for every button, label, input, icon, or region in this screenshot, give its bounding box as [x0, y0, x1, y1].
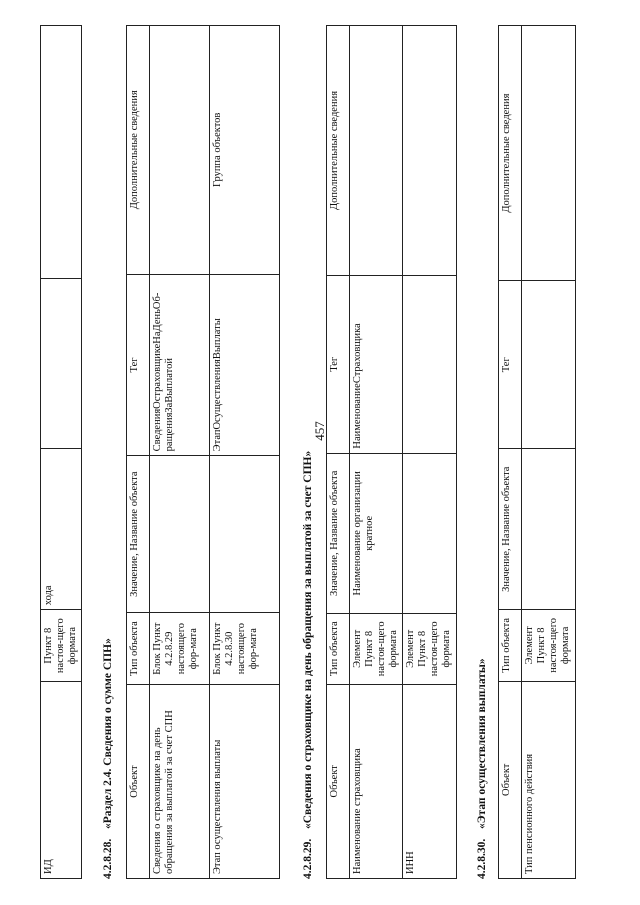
- cell-type: Элемент Пункт 8 настоя-щего формата: [403, 613, 457, 684]
- cell-extra: Группа объектов: [210, 26, 280, 275]
- cell-object: Этап осуществления выплаты: [210, 685, 280, 879]
- rotated-page: [0, 25, 640, 905]
- cell-extra: [403, 26, 457, 276]
- cell-value: [522, 449, 576, 610]
- column-header: Значение, Название объекта: [499, 449, 522, 610]
- cell-tag: НаименованиеСтраховщика: [350, 275, 403, 453]
- section-title: «Сведения о страховщике на день обращения за выплатой за счет СПН»: [302, 450, 314, 829]
- column-header: Тип объекта: [127, 613, 150, 685]
- cell-type: Блок Пункт 4.2.8.30 настоящего фор-мата: [210, 613, 280, 685]
- cell-extra: [41, 26, 82, 279]
- column-header: Дополнительные сведения: [127, 26, 150, 275]
- cell-extra: [350, 26, 403, 276]
- cell-tag: [403, 275, 457, 453]
- cell-object: ИНН: [403, 684, 457, 878]
- column-header: Значение, Название объекта: [327, 453, 350, 613]
- column-header: Дополнительные сведения: [327, 26, 350, 276]
- cell-tag: ЭтапОсуществленияВыплаты: [210, 274, 280, 456]
- section-title: «Раздел 2.4. Сведения о сумме СПН»: [102, 638, 114, 829]
- data-table: [126, 25, 280, 879]
- column-header: Объект: [327, 684, 350, 878]
- continuation-table: [40, 25, 82, 879]
- cell-object: Наименование страховщика: [350, 684, 403, 878]
- table-row: [522, 26, 576, 879]
- cell-type: Элемент Пункт 8 настоя-щего формата: [350, 613, 403, 684]
- cell-extra: [522, 26, 576, 281]
- section-heading: [302, 451, 314, 879]
- section-number: 4.2.8.28.: [102, 838, 114, 879]
- cell-tag: [41, 278, 82, 448]
- cell-tag: СведенияОстраховщикеНаДеньОб-ращенияЗаВыплатой: [150, 274, 210, 456]
- cell-type: Блок Пункт 4.2.8.29 настоящего фор-мата: [150, 613, 210, 685]
- data-table: [498, 25, 576, 879]
- section-title: «Этап осуществления выплаты»: [476, 658, 488, 829]
- cell-value: [150, 456, 210, 613]
- table-row: [350, 26, 403, 879]
- column-header: Объект: [499, 681, 522, 878]
- cell-type: Элемент Пункт 8 настоя-щего формата: [522, 610, 576, 681]
- column-header: Тип объекта: [499, 610, 522, 681]
- table-header-row: [327, 26, 350, 879]
- column-header: Тег: [499, 281, 522, 449]
- column-header: Дополнительные сведения: [499, 26, 522, 281]
- cell-id: ИД: [41, 682, 82, 879]
- table-header-row: [499, 26, 522, 879]
- column-header: Значение, Название объекта: [127, 456, 150, 613]
- table-row: [403, 26, 457, 879]
- section-number: 4.2.8.30.: [476, 838, 488, 879]
- cell-value: [403, 453, 457, 613]
- table-header-row: [127, 26, 150, 879]
- cell-value: Наименование организации кратное: [350, 453, 403, 613]
- cell-extra: [150, 26, 210, 275]
- section-number: 4.2.8.29.: [302, 838, 314, 879]
- cell-tag: [522, 281, 576, 449]
- cell-type: Пункт 8 настоя-щего формата: [41, 610, 82, 682]
- table-row: [41, 26, 82, 879]
- section-heading: [476, 658, 488, 879]
- table-row: [210, 26, 280, 879]
- column-header: Объект: [127, 685, 150, 879]
- data-table: [326, 25, 457, 879]
- column-header: Тег: [127, 274, 150, 456]
- column-header: Тег: [327, 275, 350, 453]
- page-number: 457: [312, 421, 327, 441]
- section-heading: [102, 638, 114, 879]
- table-row: [150, 26, 210, 879]
- cell-value: [210, 456, 280, 613]
- cell-value: хода: [41, 448, 82, 609]
- cell-object: Сведения о страховщике на день обращения за выплатой за счет СПН: [150, 685, 210, 879]
- column-header: Тип объекта: [327, 613, 350, 684]
- cell-object: Тип пенсионного действия: [522, 681, 576, 878]
